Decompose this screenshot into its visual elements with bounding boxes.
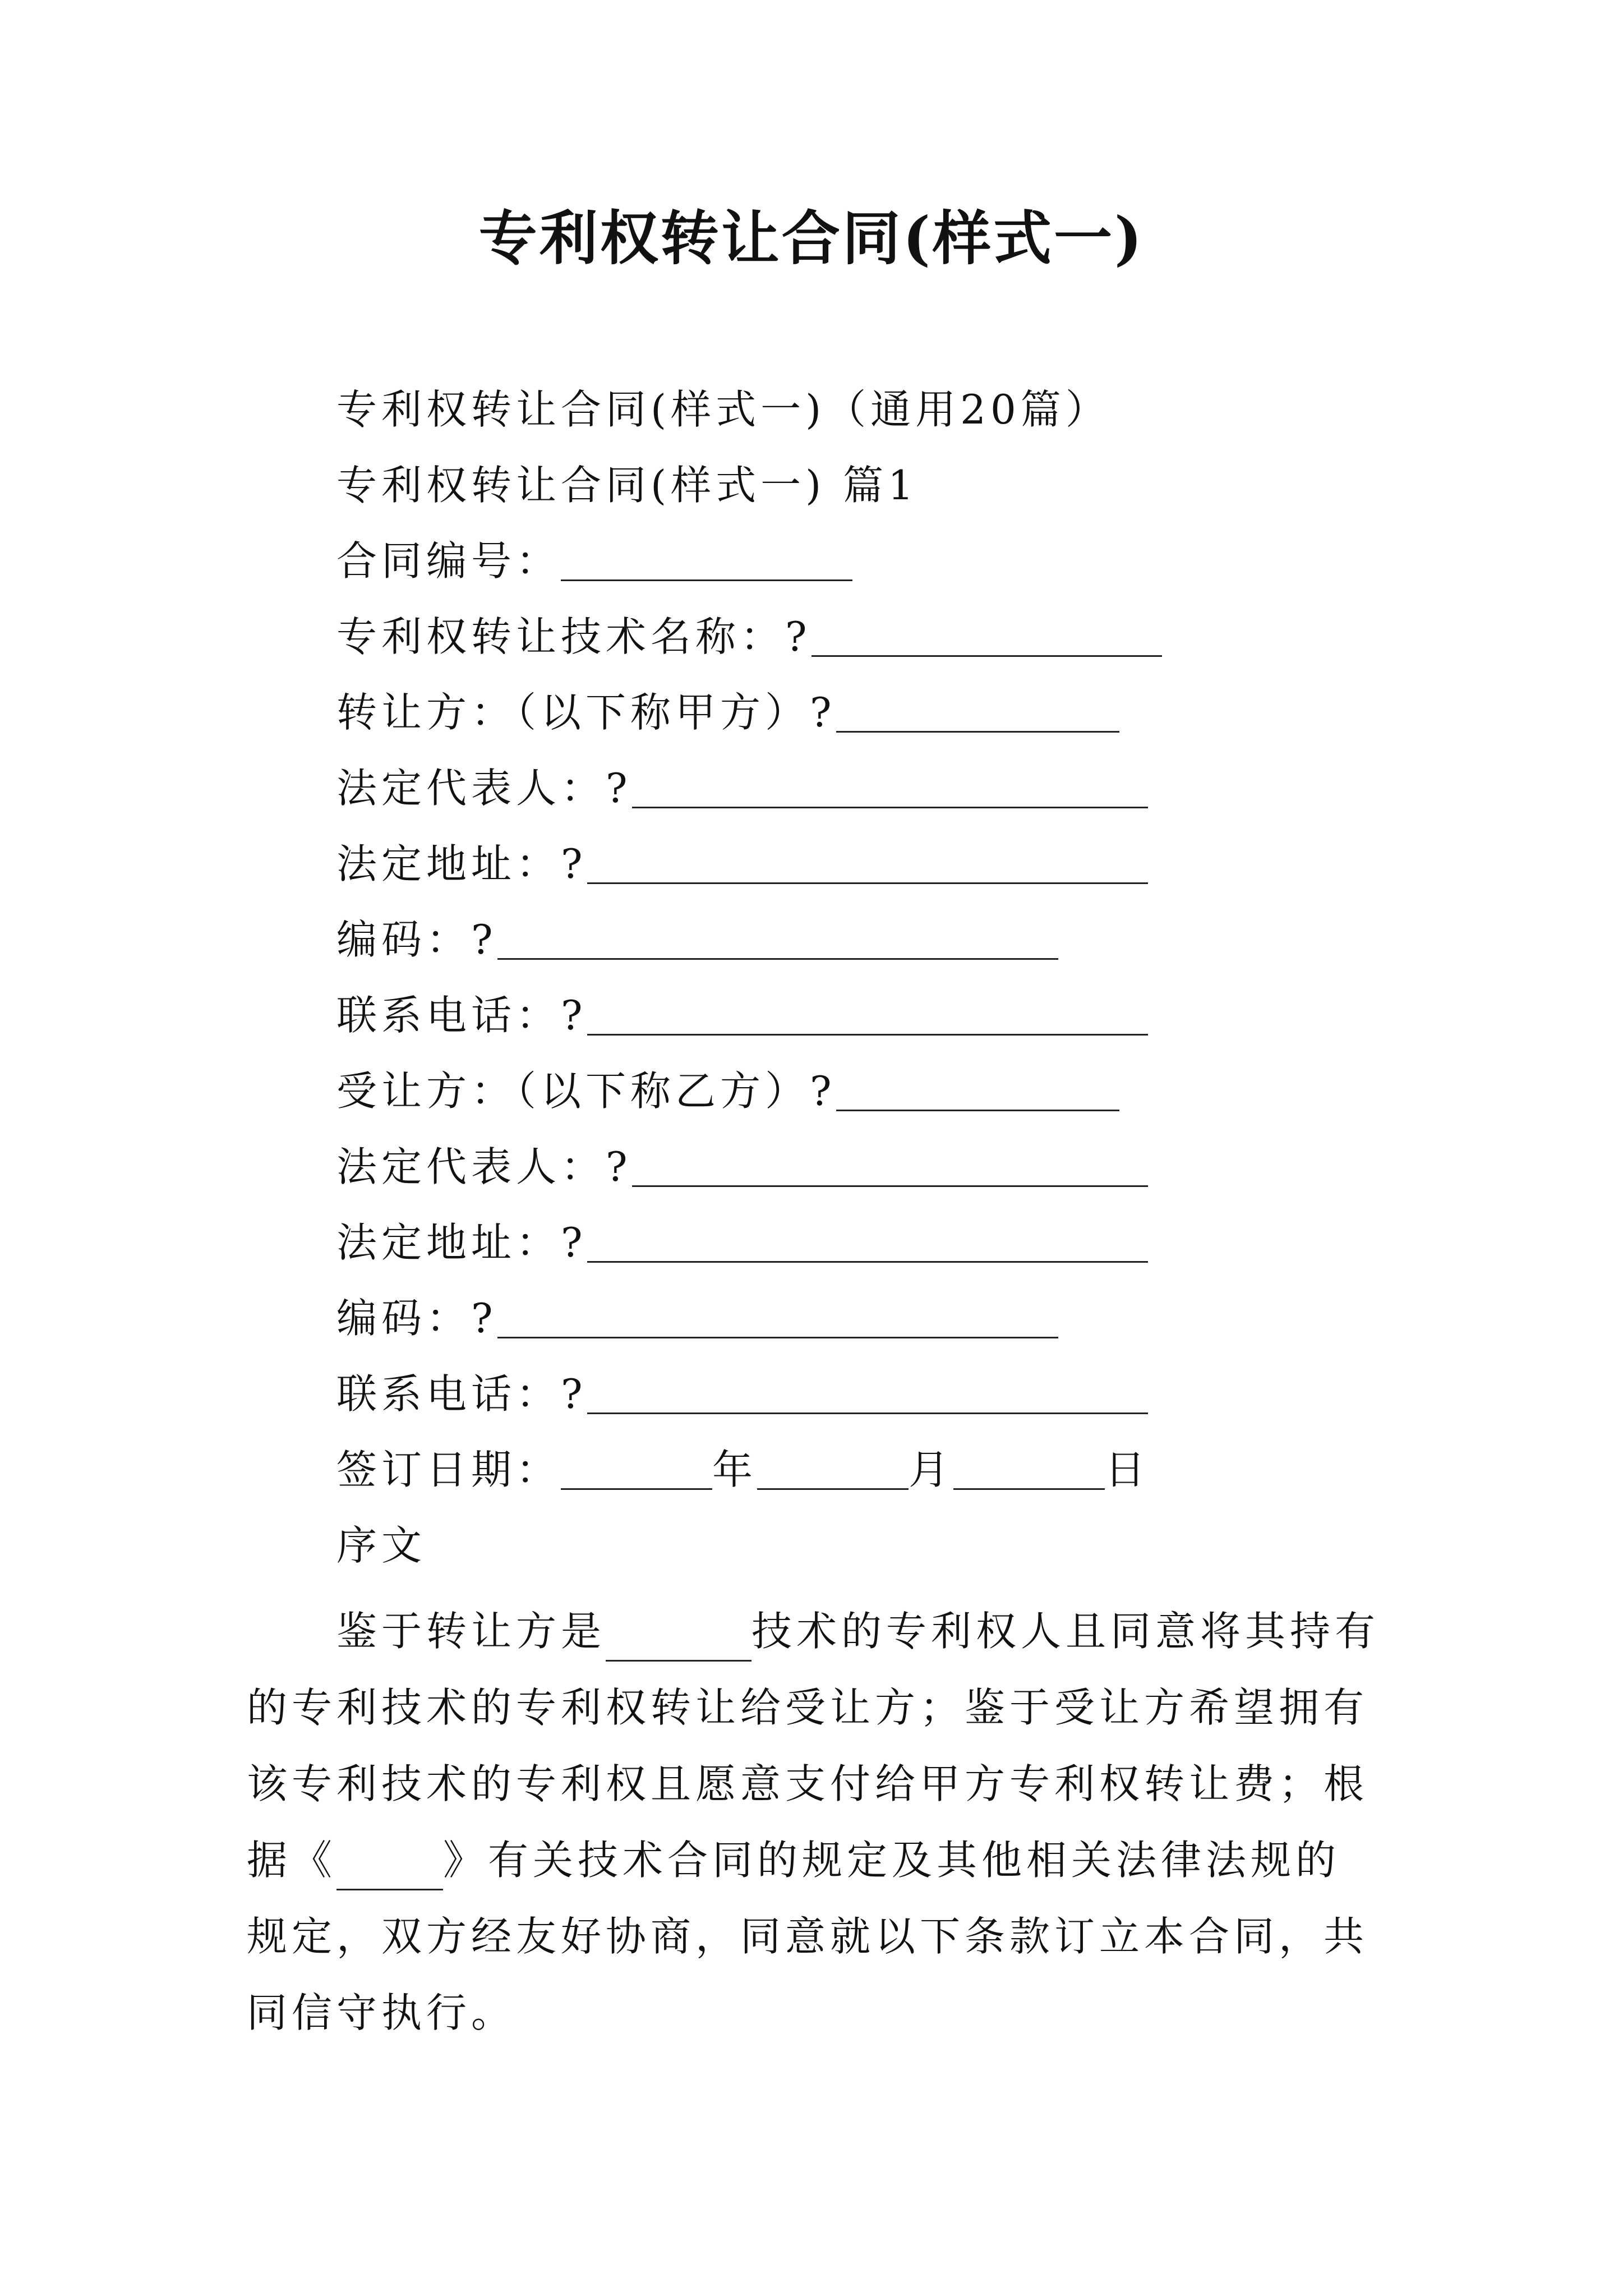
- contract-number-blank: [561, 540, 852, 581]
- transferor-legal-rep-blank: [632, 767, 1148, 808]
- sign-year-blank: [561, 1449, 712, 1490]
- contract-number-field: 合同编号：: [336, 533, 852, 589]
- transferee-phone-field: 联系电话：?: [336, 1366, 1148, 1422]
- technology-name-blank: [811, 616, 1162, 657]
- transferor-phone-blank: [587, 995, 1148, 1036]
- transferee-phone-blank: [587, 1373, 1148, 1414]
- transferee-blank: [836, 1070, 1119, 1111]
- technology-name-field: 专利权转让技术名称：?: [336, 609, 1162, 665]
- section-heading: 专利权转让合同(样式一) 篇1: [336, 462, 918, 509]
- transferor-address-field: 法定地址：?: [336, 836, 1148, 892]
- transferor-postcode-field: 编码：?: [336, 912, 1058, 968]
- transferee-legal-rep-blank: [632, 1146, 1148, 1187]
- law-name-blank: [336, 1849, 443, 1890]
- sign-month-blank: [757, 1449, 909, 1490]
- preface-heading: 序文: [336, 1522, 427, 1569]
- transferor-blank: [836, 692, 1119, 733]
- transferee-address-field: 法定地址：?: [336, 1214, 1148, 1271]
- document-title: 专利权转让合同(样式一): [478, 204, 1145, 273]
- sign-date-field: 签订日期： 年 月 日: [336, 1446, 1150, 1493]
- transferor-postcode-blank: [497, 919, 1058, 960]
- preface-paragraph: 鉴于转让方是 技术的专利权人且同意将其持有的专利技术的专利权转让给受让方；鉴于受让方希望拥有该专利技术的专利权且愿意支付给甲方专利权转让费；根据《 》有关技术合同的规定及其他相关法律法规的规定，双方经友好协商，同意就以下条款订立本合同，共同信守执行。: [247, 1608, 1380, 2036]
- technology-blank: [606, 1621, 751, 1662]
- transferor-field: 转让方：（以下称甲方）?: [336, 684, 1119, 740]
- document-subtitle: 专利权转让合同(样式一)（通用20篇）: [336, 386, 1110, 433]
- transferor-phone-field: 联系电话：?: [336, 987, 1148, 1043]
- transferee-address-blank: [587, 1222, 1148, 1263]
- sign-day-blank: [953, 1449, 1105, 1490]
- transferee-postcode-blank: [497, 1297, 1058, 1338]
- transferor-address-blank: [587, 843, 1148, 884]
- transferee-postcode-field: 编码：?: [336, 1290, 1058, 1346]
- transferee-legal-rep-field: 法定代表人：?: [336, 1139, 1148, 1195]
- transferor-legal-rep-field: 法定代表人：?: [336, 760, 1148, 816]
- transferee-field: 受让方：（以下称乙方）?: [336, 1063, 1119, 1119]
